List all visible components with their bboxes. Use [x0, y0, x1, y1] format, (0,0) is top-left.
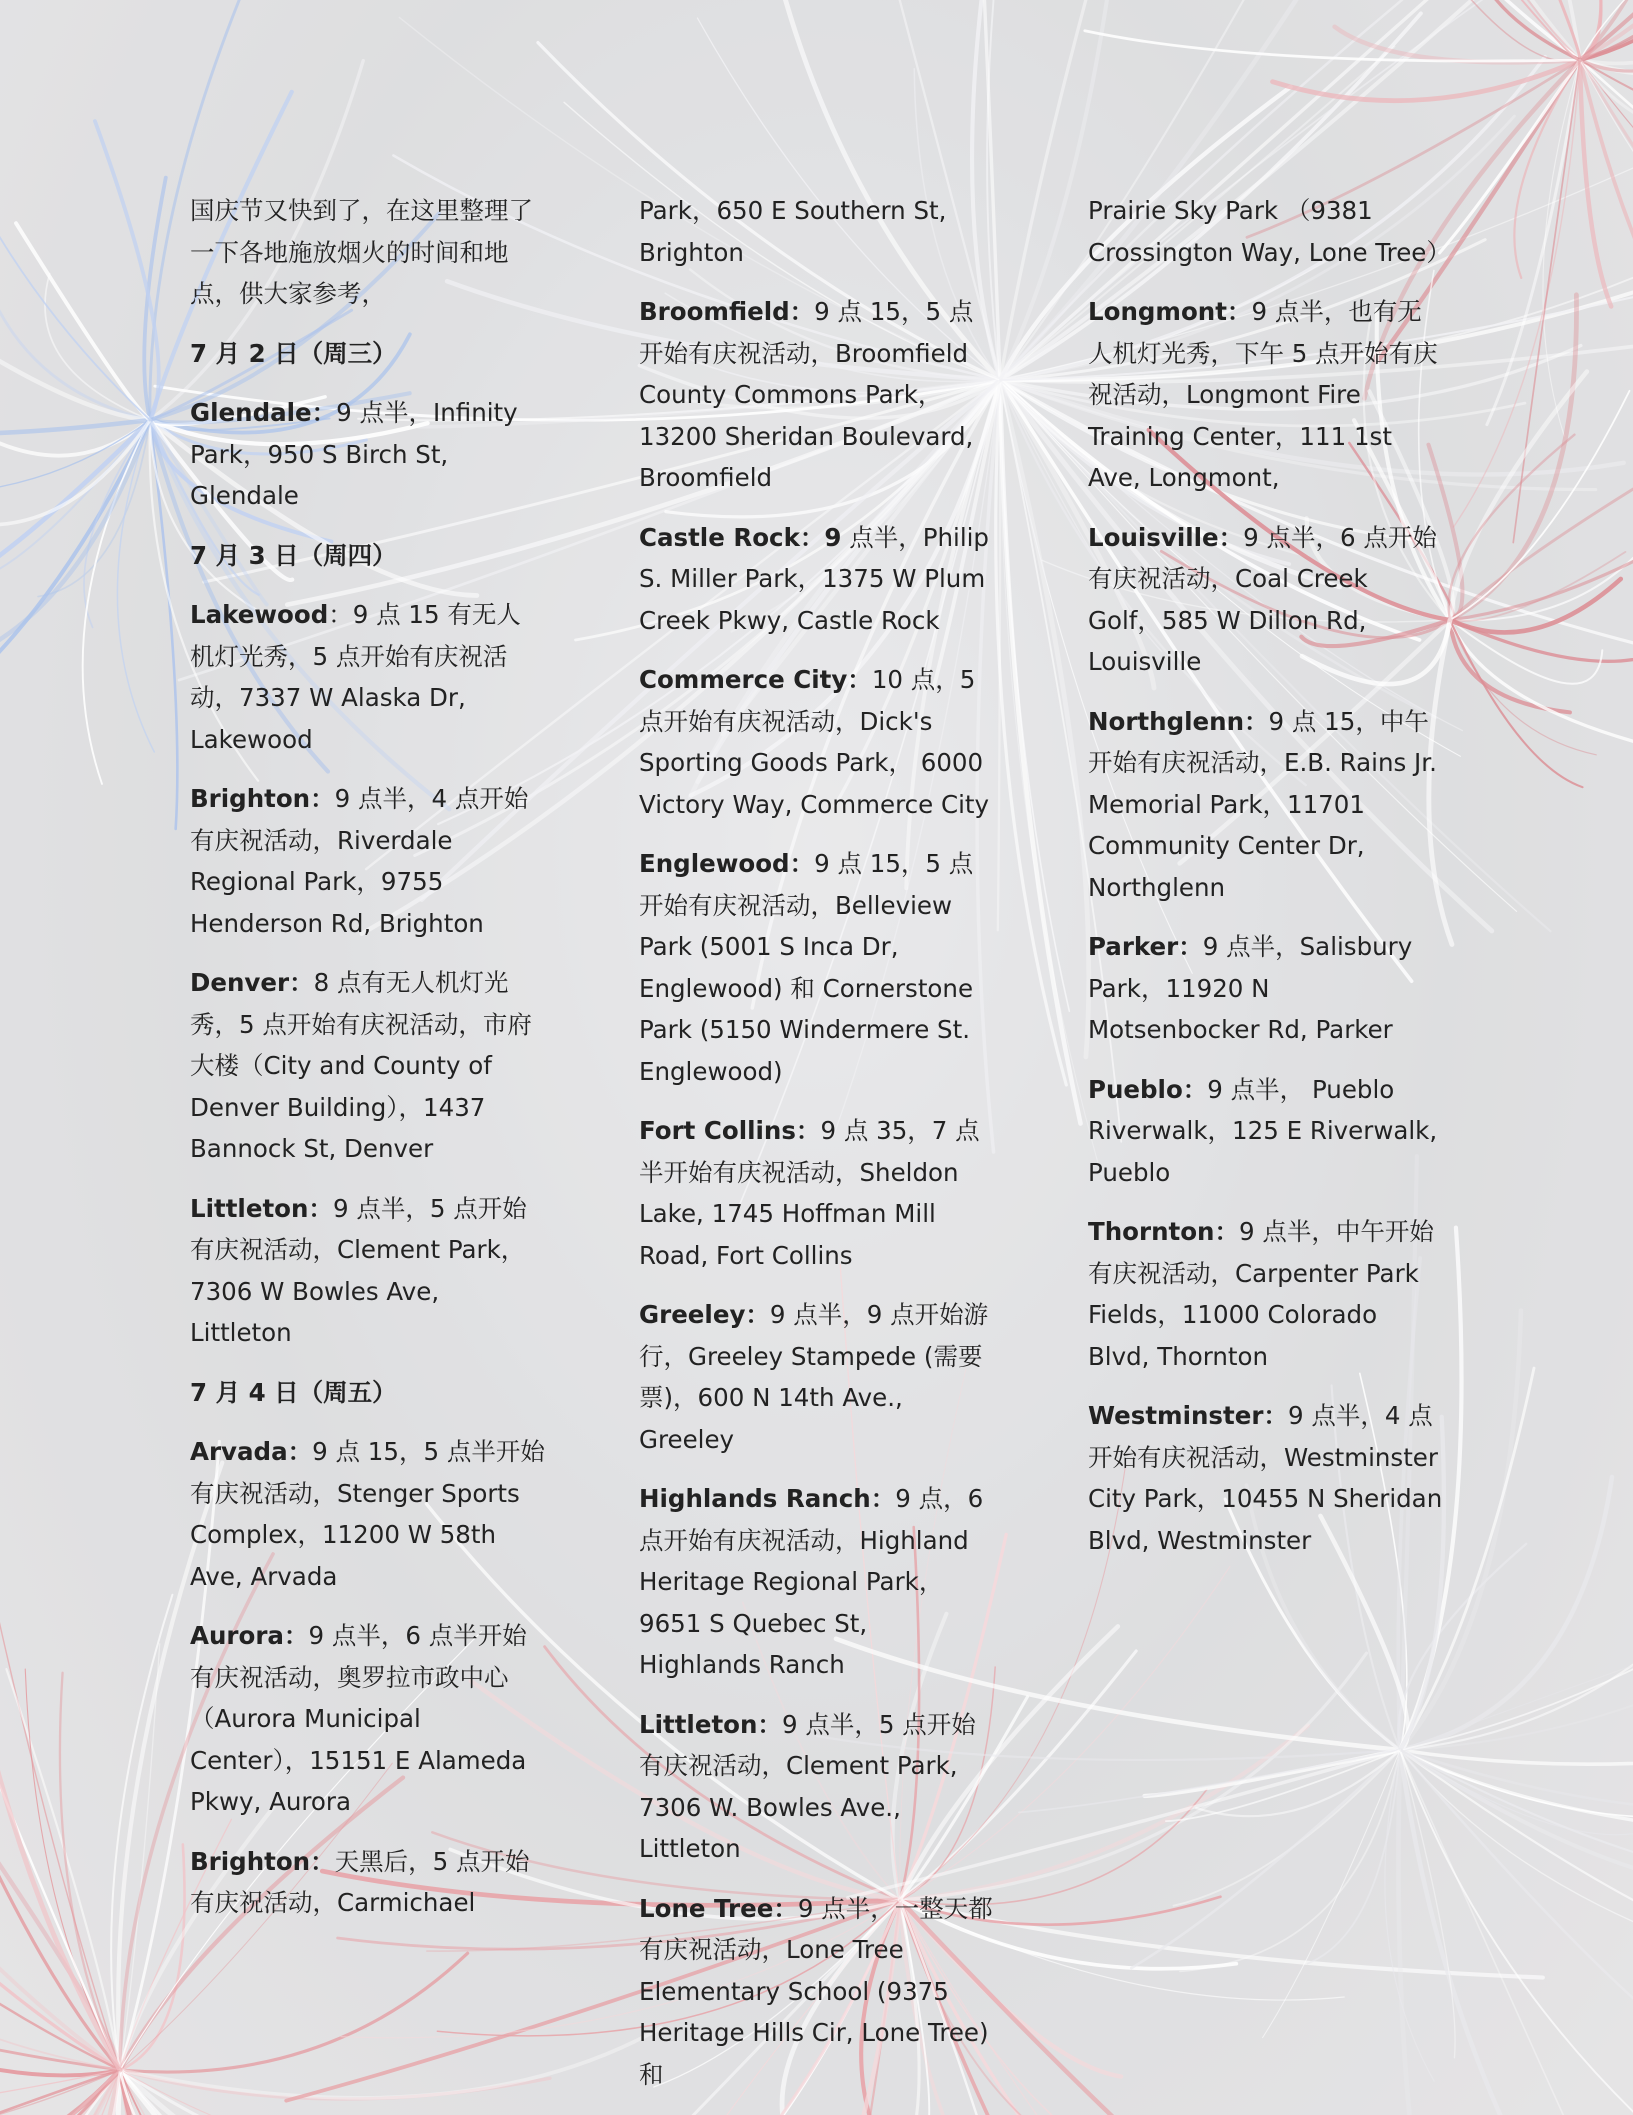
- continued-text: Park，650 E Southern St, Brighton: [639, 196, 947, 267]
- event-details: 9 点半，一整天都有庆祝活动，Lone Tree Elementary School (9375 Heritage Hills Cir, Lone Tree)和: [639, 1893, 993, 2089]
- city-name: Pueblo：: [1088, 1074, 1208, 1104]
- event-entry: [639, 1110, 994, 1276]
- event-entry: [639, 517, 994, 642]
- city-name: Brighton：: [190, 784, 335, 813]
- city-name: Lakewood: [190, 600, 329, 629]
- city-name: Thornton：: [1088, 1217, 1239, 1246]
- event-entry: [1088, 701, 1443, 909]
- event-entry: [1088, 1395, 1443, 1561]
- city-name: Westminster：: [1088, 1401, 1288, 1430]
- event-details: 9 点半，Infinity Park，950 S Birch St, Glendale: [190, 398, 518, 510]
- event-entry: [190, 962, 545, 1170]
- event-details: 8 点有无人机灯光秀，5 点开始有庆祝活动，市府大楼（City and County of Denver Building），1437 Bannock St, Denver: [190, 968, 532, 1163]
- event-details: 9 点 15，5 点半开始有庆祝活动，Stenger Sports Complex，11200 W 58th Ave, Arvada: [190, 1437, 545, 1591]
- event-details: 9 点半，也有无人机灯光秀，下午 5 点开始有庆祝活动，Longmont Fire Training Center，111 1st Ave, Longmont,: [1088, 297, 1438, 492]
- city-name: Denver：: [190, 968, 314, 997]
- city-name: Longmont：: [1088, 297, 1252, 326]
- event-details: 10 点，5 点开始有庆祝活动，Dick's Sporting Goods Park， 6000 Victory Way, Commerce City: [639, 665, 989, 819]
- city-name: Glendale：: [190, 398, 337, 427]
- event-entry: [190, 1615, 545, 1823]
- event-details: 点半，Philip S. Miller Park，1375 W Plum Creek Pkwy, Castle Rock: [639, 522, 989, 635]
- event-details: 9 点半，4 点开始有庆祝活动，Westminster City Park，10455 N Sheridan Blvd, Westminster: [1088, 1401, 1443, 1555]
- event-entry: [190, 392, 545, 517]
- city-name: Aurora：: [190, 1621, 309, 1650]
- date-heading: 7 月 3 日（周四）: [190, 540, 397, 570]
- city-name: Louisville：: [1088, 522, 1244, 552]
- city-name: Arvada：: [190, 1437, 313, 1466]
- event-details: 9 点半，5 点开始有庆祝活动，Clement Park, 7306 W. Bowles Ave., Littleton: [639, 1709, 976, 1863]
- event-entry: [1088, 517, 1443, 683]
- event-details: 9 点半，6 点半开始有庆祝活动，奥罗拉市政中心（Aurora Municipal Center），15151 E Alameda Pkwy, Aurora: [190, 1621, 527, 1816]
- event-entry: [190, 594, 545, 760]
- event-details: 9 点 15，5 点开始有庆祝活动，Belleview Park (5001 S Inca Dr, Englewood) 和 Cornerstone Park (5150 Windermere St. Englewood): [639, 849, 974, 1086]
- city-name: Broomfield：: [639, 297, 815, 326]
- event-entry: [639, 1478, 994, 1686]
- event-details: 9 点半，5 点开始有庆祝活动，Clement Park，7306 W Bowles Ave, Littleton: [190, 1193, 527, 1347]
- event-entry: [190, 1431, 545, 1597]
- event-details: 9 点 35，7 点半开始有庆祝活动，Sheldon Lake, 1745 Hoffman Mill Road, Fort Collins: [639, 1116, 980, 1270]
- event-entry: [639, 1294, 994, 1460]
- event-entry: [1088, 926, 1443, 1051]
- event-details: 9 点，6 点开始有庆祝活动，Highland Heritage Regional Park，9651 S Quebec St, Highlands Ranch: [639, 1484, 984, 1679]
- event-details: 9 点半，4 点开始有庆祝活动，Riverdale Regional Park，9755 Henderson Rd, Brighton: [190, 784, 529, 938]
- event-details: 9 点半，9 点开始游行，Greeley Stampede (需要票)，600 N 14th Ave., Greeley: [639, 1300, 989, 1454]
- event-details: 9 点半，Salisbury Park，11920 N Motsenbocker Rd, Parker: [1088, 932, 1413, 1044]
- event-entry: [639, 1704, 994, 1870]
- event-details: 9 点 15，中午开始有庆祝活动，E.B. Rains Jr. Memorial Park，11701 Community Center Dr, Northglenn: [1088, 706, 1437, 902]
- event-entry: [639, 1888, 994, 2096]
- city-name: Parker：: [1088, 932, 1203, 961]
- event-entry: [639, 659, 994, 825]
- city-name: Northglenn：: [1088, 706, 1269, 736]
- date-heading: 7 月 2 日（周三）: [190, 338, 397, 368]
- event-details: 9 点半， Pueblo Riverwalk，125 E Riverwalk, Pueblo: [1088, 1074, 1438, 1187]
- event-details: 天黑后，5 点开始有庆祝活动，Carmichael: [190, 1846, 530, 1917]
- event-entry: [1088, 291, 1443, 499]
- city-name: Highlands Ranch：: [639, 1484, 896, 1513]
- city-name: Littleton：: [639, 1709, 782, 1739]
- city-name: Commerce City：: [639, 665, 872, 694]
- event-entry: [639, 843, 994, 1092]
- city-name: Greeley：: [639, 1300, 770, 1329]
- city-name: Littleton：: [190, 1193, 333, 1223]
- city-name: Lone Tree：: [639, 1893, 798, 1923]
- event-details: 9 点 15，5 点开始有庆祝活动，Broomfield County Commons Park，13200 Sheridan Boulevard, Broomfield: [639, 297, 974, 492]
- continued-text: Prairie Sky Park （9381 Crossington Way, Lone Tree）: [1088, 196, 1451, 267]
- event-details: 9 点半，6 点开始有庆祝活动，Coal Creek Golf，585 W Dillon Rd, Louisville: [1088, 522, 1437, 676]
- city-name: Fort Collins：: [639, 1116, 821, 1145]
- event-entry: [1088, 1069, 1443, 1194]
- city-name: Englewood：: [639, 849, 815, 878]
- event-entry: [1088, 1211, 1443, 1377]
- event-details: 9 点半，中午开始有庆祝活动，Carpenter Park Fields，11000 Colorado Blvd, Thornton: [1088, 1217, 1434, 1371]
- event-entry: [190, 1841, 545, 1924]
- date-heading: 7 月 4 日（周五）: [190, 1377, 397, 1407]
- event-entry: [190, 1188, 545, 1354]
- event-entry: [639, 291, 994, 499]
- column-1: [190, 190, 545, 1942]
- column-2: [639, 190, 994, 2113]
- column-3: [1088, 190, 1451, 1579]
- city-name: Castle Rock：9: [639, 522, 842, 552]
- city-name: Brighton：: [190, 1846, 335, 1876]
- intro-text: 国庆节又快到了，在这里整理了一下各地施放烟火的时间和地点，供大家参考，: [190, 196, 533, 308]
- event-entry: [190, 778, 545, 944]
- event-details: ：9 点 15 有无人机灯光秀，5 点开始有庆祝活动，7337 W Alaska Dr, Lakewood: [190, 600, 521, 754]
